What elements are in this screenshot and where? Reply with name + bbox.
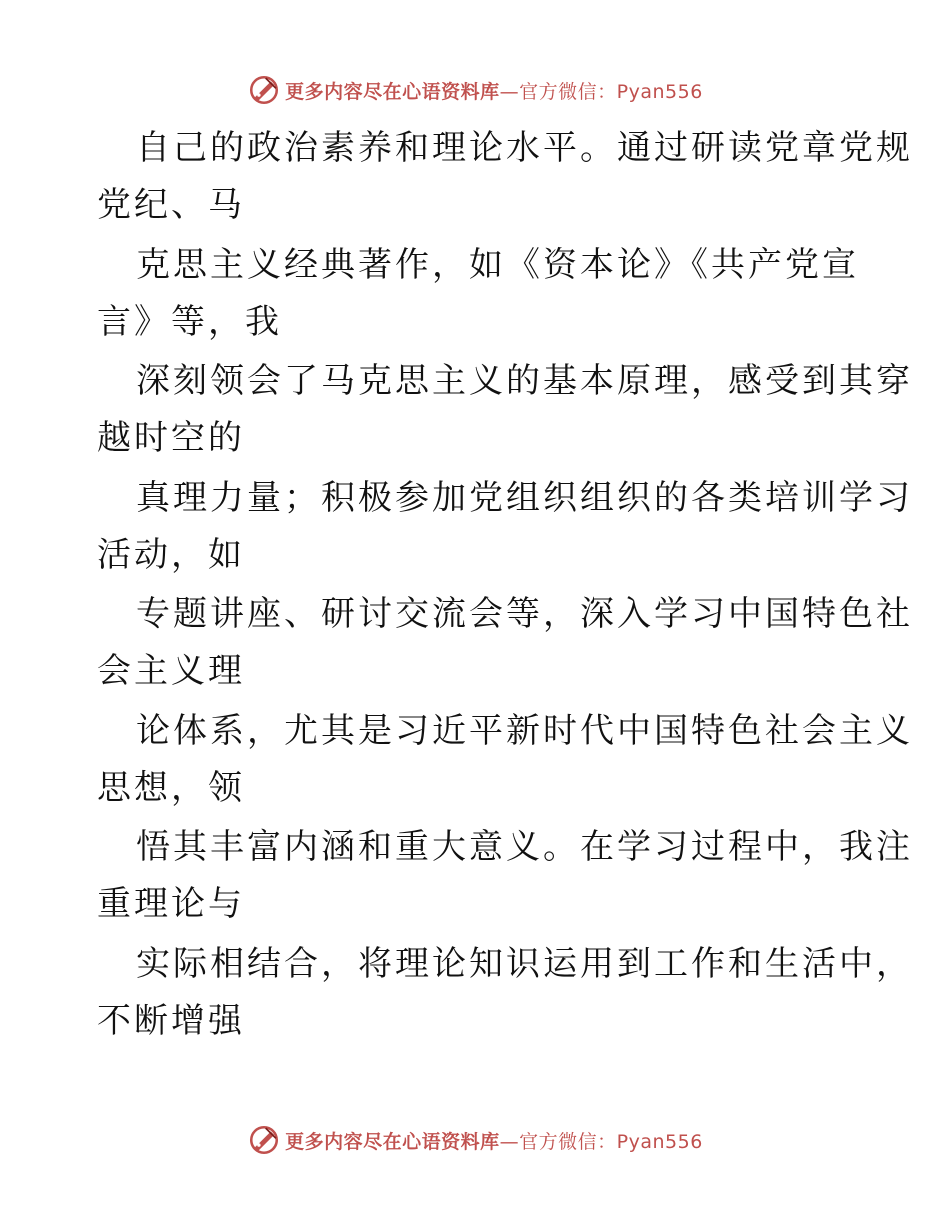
paragraph-line: 不断增强 bbox=[97, 1001, 245, 1041]
paragraph-line: 专题讲座、研讨交流会等，深入学习中国特色社 bbox=[136, 594, 913, 634]
header-banner bbox=[0, 70, 950, 110]
paragraph-line: 活动，如 bbox=[97, 535, 245, 575]
banner-separator: — bbox=[499, 1130, 520, 1153]
banner-site-text: 更多内容尽在心语资料库 bbox=[285, 80, 500, 103]
paragraph-line: 真理力量；积极参加党组织组织的各类培训学习 bbox=[136, 478, 913, 518]
banner-text bbox=[285, 1127, 703, 1154]
footer-banner bbox=[0, 1120, 950, 1160]
banner-site-text: 更多内容尽在心语资料库 bbox=[285, 1130, 500, 1153]
banner-wechat-text: 官方微信：Pyan556 bbox=[519, 80, 703, 103]
paragraph-line: 党纪、马 bbox=[97, 185, 245, 225]
paragraph-line: 越时空的 bbox=[97, 418, 245, 458]
banner-text bbox=[285, 77, 703, 104]
paragraph-line: 深刻领会了马克思主义的基本原理，感受到其穿 bbox=[136, 361, 913, 401]
pen-nib-logo-icon bbox=[247, 1123, 281, 1157]
paragraph-line: 重理论与 bbox=[97, 884, 245, 924]
paragraph-line: 言》等，我 bbox=[97, 302, 282, 342]
paragraph-line: 自己的政治素养和理论水平。通过研读党章党规 bbox=[136, 128, 913, 168]
pen-nib-logo-icon bbox=[247, 73, 281, 107]
paragraph-line: 论体系，尤其是习近平新时代中国特色社会主义 bbox=[136, 711, 913, 751]
paragraph-line: 实际相结合，将理论知识运用到工作和生活中， bbox=[136, 944, 913, 984]
paragraph-line: 思想，领 bbox=[97, 768, 245, 808]
paragraph-line: 会主义理 bbox=[97, 651, 245, 691]
banner-wechat-text: 官方微信：Pyan556 bbox=[519, 1130, 703, 1153]
paragraph-line: 悟其丰富内涵和重大意义。在学习过程中，我注 bbox=[136, 827, 913, 867]
paragraph-line: 克思主义经典著作，如《资本论》《共产党宣 bbox=[136, 245, 859, 285]
banner-separator: — bbox=[499, 80, 520, 103]
